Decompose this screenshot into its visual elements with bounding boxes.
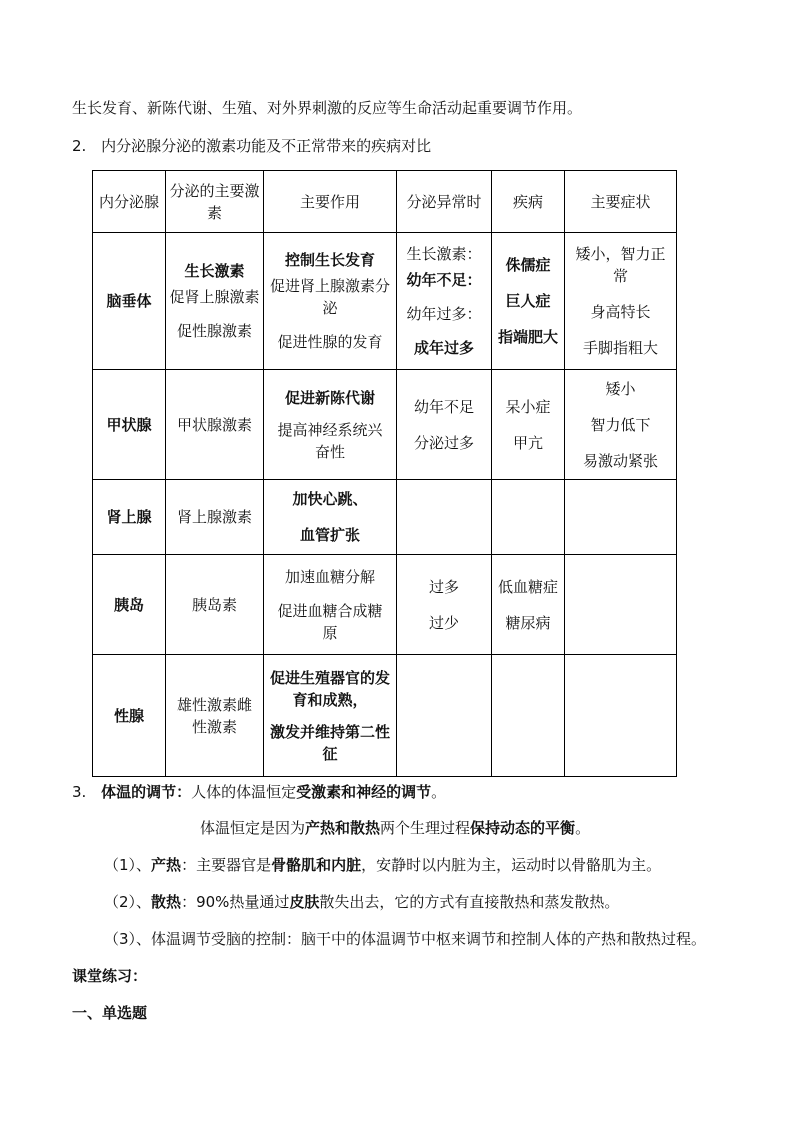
symptoms-cell xyxy=(565,370,677,480)
gland-cell: 肾上腺 xyxy=(93,480,166,555)
hormones-cell: 甲状腺激素 xyxy=(166,370,264,480)
abnormal-item: 过少 xyxy=(428,613,459,632)
symptom-item: 矮小 xyxy=(605,379,636,398)
text-run: 两个生理过程 xyxy=(380,819,471,837)
abnormal-item: 过多 xyxy=(428,577,459,596)
hormones-cell: 肾上腺激素 xyxy=(166,480,264,555)
balance-line xyxy=(200,818,590,838)
abnormal-cell xyxy=(397,655,492,777)
header-cell: 分泌异常时 xyxy=(397,171,492,233)
hormones-cell: 胰岛素 xyxy=(166,555,264,655)
text-run: 体温恒定是因为 xyxy=(200,819,306,837)
function-item: 促进血糖合成糖原 xyxy=(277,601,383,642)
symptoms-cell xyxy=(565,480,677,555)
gland-cell: 脑垂体 xyxy=(93,233,166,370)
disease-cell xyxy=(492,655,565,777)
gland-cell: 胰岛 xyxy=(93,555,166,655)
text-run: （1）、 xyxy=(104,856,152,874)
abnormal-cell xyxy=(397,555,492,655)
disease-item: 侏儒症 xyxy=(505,256,551,274)
text-emphasis: 散热 xyxy=(151,893,182,911)
section-2-heading xyxy=(72,136,431,156)
hormone-item: 生长激素 xyxy=(184,262,245,280)
text-run: 散失出去，它的方式有直接散热和蒸发散热。 xyxy=(319,893,620,911)
function-item: 血管扩张 xyxy=(299,526,360,544)
functions-cell xyxy=(264,555,397,655)
practice-heading: 课堂练习： xyxy=(72,967,148,985)
header-cell: 主要症状 xyxy=(565,171,677,233)
symptom-item: 矮小，智力正常 xyxy=(575,245,666,285)
text-run: ：90%热量通过 xyxy=(181,893,290,911)
point-3: （3）、体温调节受脑的控制：脑干中的体温调节中枢来调节和控制人体的产热和散热过程。 xyxy=(104,930,707,948)
text-run: ：主要器官是 xyxy=(181,856,272,874)
abnormal-cell xyxy=(397,370,492,480)
header-cell: 内分泌腺 xyxy=(93,171,166,233)
function-item: 激发并维持第二性征 xyxy=(270,722,391,763)
single-choice-heading: 一、单选题 xyxy=(72,1004,148,1022)
symptom-item: 智力低下 xyxy=(590,415,651,434)
hormones-cell xyxy=(166,655,264,777)
gland-cell: 甲状腺 xyxy=(93,370,166,480)
functions-cell xyxy=(264,655,397,777)
disease-cell xyxy=(492,233,565,370)
function-item: 加快心跳、 xyxy=(292,490,368,508)
text-run: （2）、 xyxy=(104,893,152,911)
abnormal-item: 生长激素： xyxy=(406,245,482,263)
abnormal-cell xyxy=(397,233,492,370)
section-3-emphasis: 受激素和神经的调节 xyxy=(296,783,432,801)
table-row xyxy=(93,370,677,480)
intro-line: 生长发育、新陈代谢、生殖、对外界刺激的反应等生命活动起重要调节作用。 xyxy=(72,99,583,117)
table-row xyxy=(93,655,677,777)
disease-item: 呆小症 xyxy=(505,397,551,416)
symptom-item: 易激动紧张 xyxy=(582,451,658,470)
header-cell: 主要作用 xyxy=(264,171,397,233)
text-run: ，安静时以内脏为主，运动时以骨骼肌为主。 xyxy=(361,856,662,874)
abnormal-item: 成年过多 xyxy=(413,339,474,357)
function-item: 加速血糖分解 xyxy=(284,567,375,586)
abnormal-item: 幼年不足： xyxy=(406,271,482,289)
disease-cell xyxy=(492,555,565,655)
functions-cell xyxy=(264,370,397,480)
text-emphasis: 保持动态的平衡 xyxy=(470,819,576,837)
header-cell: 分泌的主要激素 xyxy=(166,171,264,233)
disease-item: 甲亢 xyxy=(512,433,543,452)
header-cell: 疾病 xyxy=(492,171,565,233)
functions-cell xyxy=(264,480,397,555)
function-item: 控制生长发育 xyxy=(284,251,375,269)
text-emphasis: 产热和散热 xyxy=(305,819,381,837)
disease-item: 巨人症 xyxy=(505,292,551,310)
hormone-table xyxy=(92,170,677,777)
text-emphasis: 皮肤 xyxy=(289,893,320,911)
disease-item: 糖尿病 xyxy=(505,613,551,632)
section-3-heading: 体温的调节： xyxy=(101,783,192,801)
abnormal-item: 幼年不足 xyxy=(413,397,474,416)
section-number: 2. xyxy=(72,137,87,155)
symptoms-cell xyxy=(565,555,677,655)
text-emphasis: 产热 xyxy=(151,856,182,874)
section-number: 3. xyxy=(72,783,87,801)
hormone-item: 促肾上腺激素 xyxy=(169,288,260,306)
function-item: 促进性腺的发育 xyxy=(277,333,383,351)
section-3-end: 。 xyxy=(431,783,447,801)
disease-cell xyxy=(492,370,565,480)
hormone-item: 雄性激素雌性激素 xyxy=(176,695,252,736)
abnormal-item: 幼年过多： xyxy=(406,305,482,323)
hormone-item: 促性腺激素 xyxy=(176,322,252,340)
table-header-row xyxy=(93,171,677,233)
point-2 xyxy=(104,892,619,912)
disease-cell xyxy=(492,480,565,555)
disease-item: 指端肥大 xyxy=(497,328,558,346)
symptom-item: 手脚指粗大 xyxy=(582,339,658,357)
function-item: 提高神经系统兴奋性 xyxy=(277,420,383,461)
function-item: 促进生殖器官的发育和成熟， xyxy=(270,668,391,709)
hormones-cell xyxy=(166,233,264,370)
section-3-text: 人体的体温恒定 xyxy=(191,783,297,801)
abnormal-item: 分泌过多 xyxy=(413,433,474,452)
symptoms-cell xyxy=(565,655,677,777)
table-row xyxy=(93,480,677,555)
section-title: 内分泌腺分泌的激素功能及不正常带来的疾病对比 xyxy=(101,137,432,155)
point-1 xyxy=(104,855,661,875)
abnormal-cell xyxy=(397,480,492,555)
function-item: 促进肾上腺激素分泌 xyxy=(269,277,390,317)
table-row xyxy=(93,233,677,370)
function-item: 促进新陈代谢 xyxy=(284,388,375,407)
disease-item: 低血糖症 xyxy=(497,577,558,596)
gland-cell: 性腺 xyxy=(93,655,166,777)
symptoms-cell xyxy=(565,233,677,370)
text-emphasis: 骨骼肌和内脏 xyxy=(271,856,362,874)
functions-cell xyxy=(264,233,397,370)
text-run: 。 xyxy=(575,819,591,837)
symptom-item: 身高特长 xyxy=(590,303,651,321)
table-row xyxy=(93,555,677,655)
section-3-line xyxy=(72,782,446,802)
